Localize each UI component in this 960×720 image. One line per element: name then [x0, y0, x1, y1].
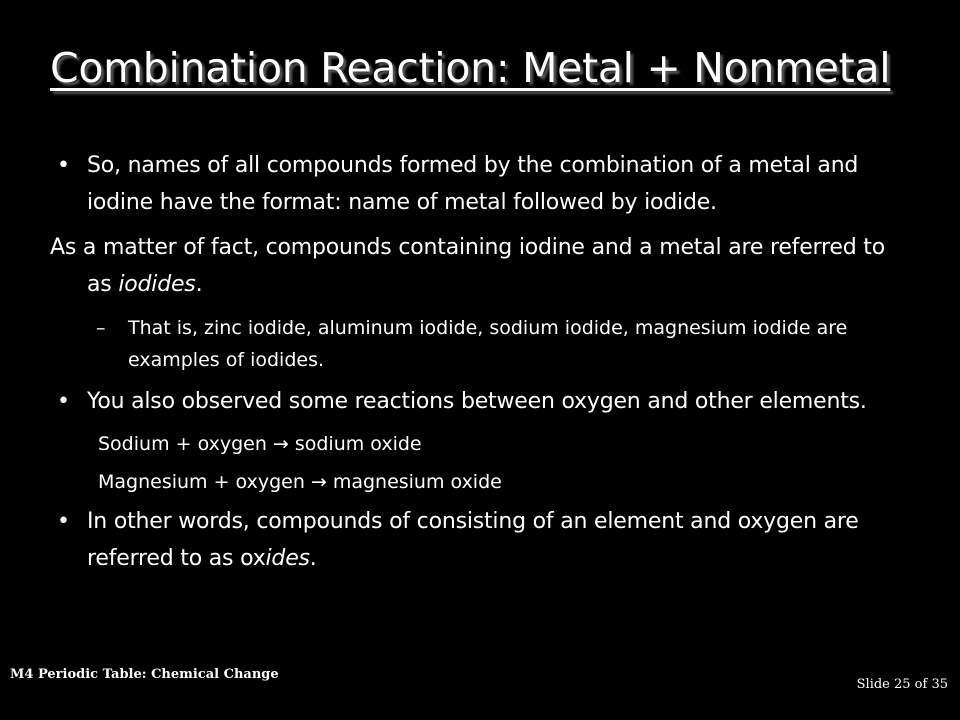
paragraph-iodides-period: .	[195, 272, 203, 297]
oxides-emphasis: ides	[265, 546, 310, 571]
paragraph-iodides-text: As a matter of fact, compounds containing iodine and a metal are referred to as	[50, 235, 885, 297]
reaction-reactants: Sodium + oxygen	[98, 433, 267, 455]
slide-title: Combination Reaction: Metal + Nonmetal	[50, 44, 891, 92]
footer-course-title: M4 Periodic Table: Chemical Change	[10, 667, 279, 682]
sub-bullet-text: That is, zinc iodide, aluminum iodide, sodium iodide, magnesium iodide are examples of iodides.	[128, 317, 848, 371]
bullet-oxygen-reactions: • You also observed some reactions between oxygen and other elements.	[50, 383, 910, 420]
reaction-reactants: Magnesium + oxygen	[98, 471, 305, 493]
right-arrow-icon: →	[310, 471, 327, 493]
sub-bullet-iodide-examples	[50, 312, 910, 376]
bullet-oxides-period: .	[309, 546, 317, 571]
reaction-sodium	[50, 430, 910, 458]
iodides-emphasis: iodides	[118, 272, 196, 297]
bullet-oxides	[50, 503, 910, 577]
bullet-oxides-text: In other words, compounds of consisting of an element and oxygen are referred to as ox	[87, 509, 859, 571]
dash-marker: –	[96, 317, 106, 339]
bullet-compound-names: • So, names of all compounds formed by the combination of a metal and iodine have the format: name of metal followed by iodide.	[50, 147, 910, 221]
slide-content	[50, 140, 910, 577]
paragraph-iodides	[50, 229, 910, 303]
reaction-product: magnesium oxide	[332, 471, 502, 493]
slide-number: Slide 25 of 35	[856, 677, 948, 692]
reaction-product: sodium oxide	[294, 433, 422, 455]
reaction-magnesium	[50, 468, 910, 496]
right-arrow-icon: →	[272, 433, 289, 455]
